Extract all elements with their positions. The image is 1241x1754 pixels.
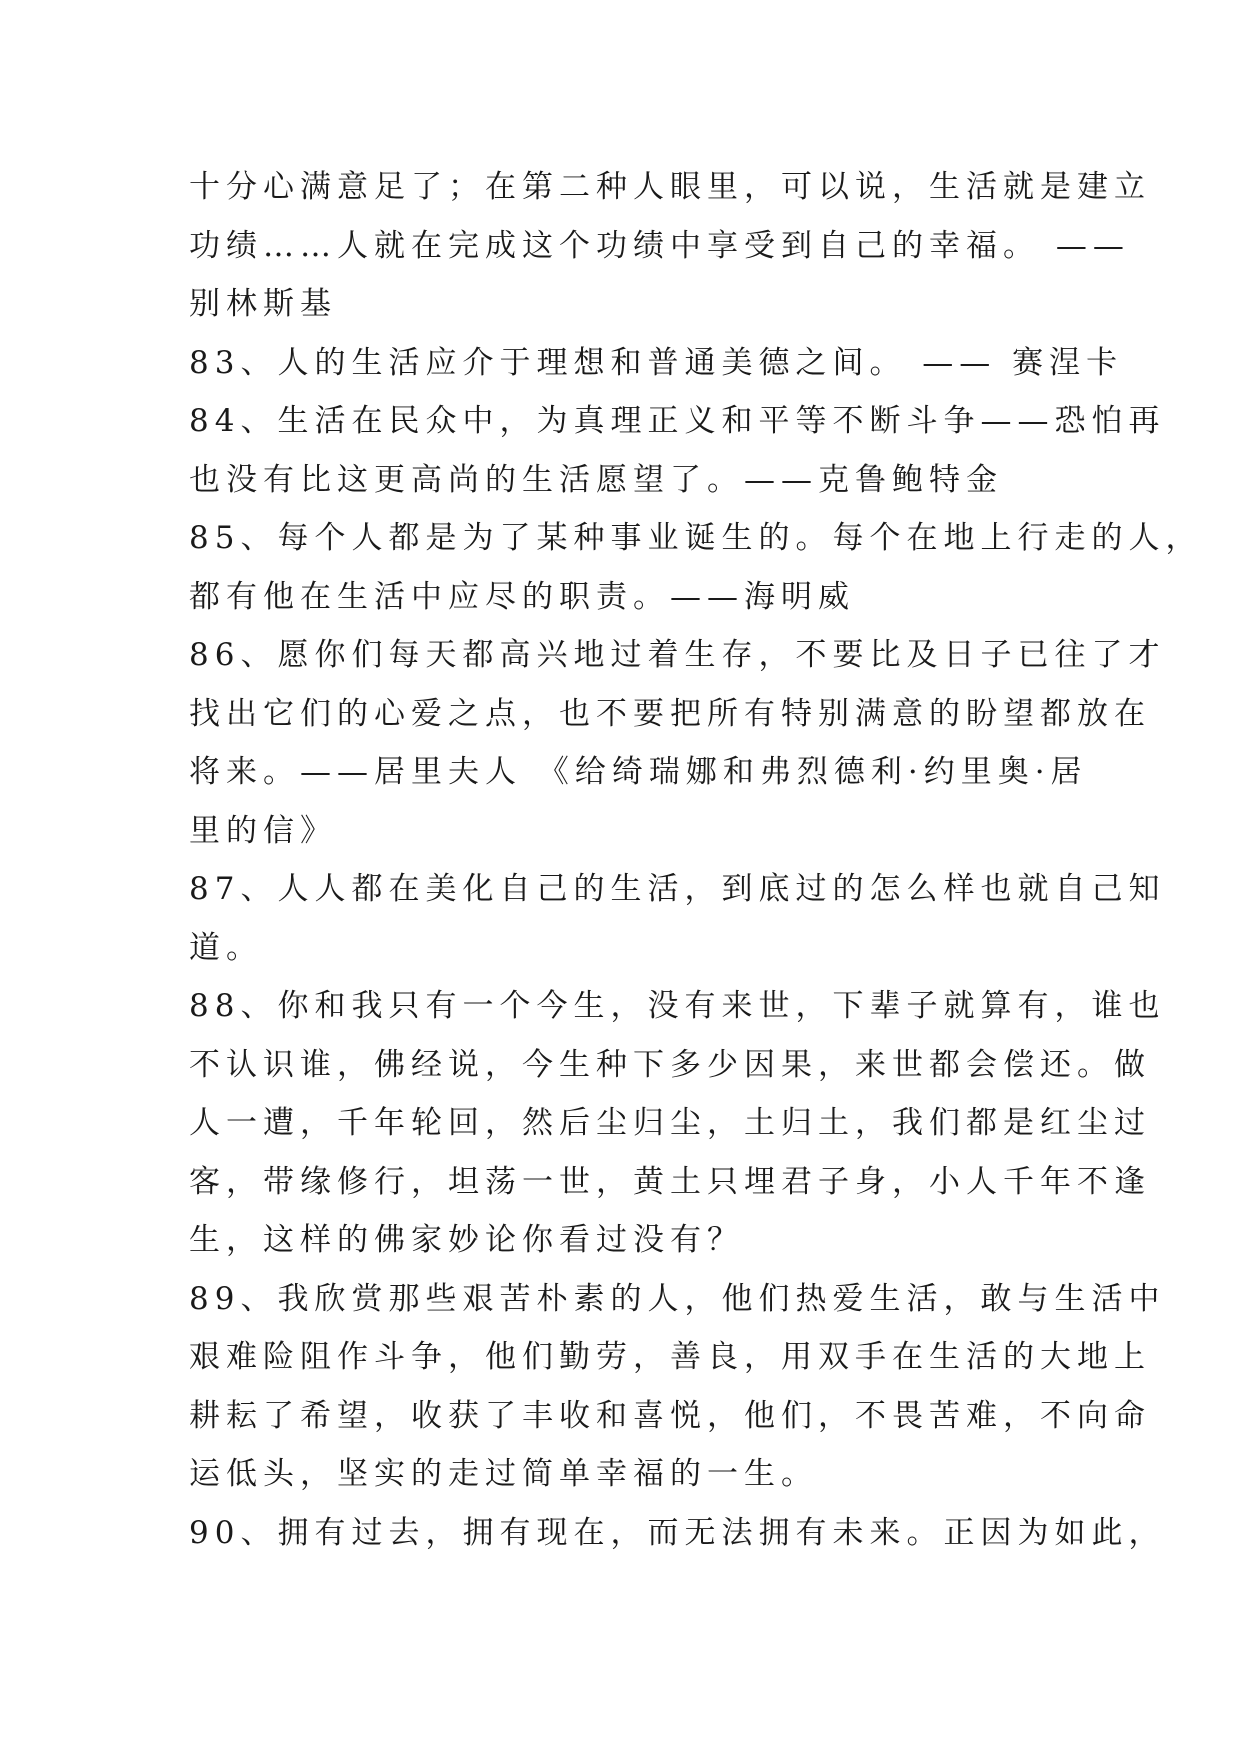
text-line: 88、你和我只有一个今生，没有来世，下辈子就算有，谁也 [189,988,1166,1024]
text-line: 90、拥有过去，拥有现在，而无法拥有未来。正因为如此， [189,1514,1166,1551]
text-line: 83、人的生活应介于理想和普通美德之间。 —— 赛涅卡 [189,344,1124,381]
text-line: 89、我欣赏那些艰苦朴素的人，他们热爱生活，敢与生活中 [189,1280,1166,1317]
text-line: 功绩……人就在完成这个功绩中享受到自己的幸福。 —— [189,227,1130,264]
text-line: 艰难险阻作斗争，他们勤劳，善良，用双手在生活的大地上 [189,1339,1151,1375]
document-body [189,158,1203,1562]
text-line: 人一遭，千年轮回，然后尘归尘，土归土，我们都是红尘过 [189,1105,1151,1141]
text-line: 不认识谁，佛经说，今生种下多少因果，来世都会偿还。做 [189,1046,1151,1083]
text-line: 84、生活在民众中，为真理正义和平等不断斗争——恐怕再 [189,403,1166,439]
text-line: 生，这样的佛家妙论你看过没有？ [189,1222,744,1258]
text-line: 都有他在生活中应尽的职责。——海明威 [189,578,855,615]
text-line: 85、每个人都是为了某种事业诞生的。每个在地上行走的人， [189,520,1203,556]
text-line: 87、人人都在美化自己的生活，到底过的怎么样也就自己知 [189,871,1166,907]
text-line: 找出它们的心爱之点，也不要把所有特别满意的盼望都放在 [189,695,1151,732]
text-line: 里的信》 [189,812,337,849]
text-line: 86、愿你们每天都高兴地过着生存，不要比及日子已往了才 [189,637,1166,673]
text-line: 运低头，坚实的走过简单幸福的一生。 [189,1456,818,1492]
text-line: 也没有比这更高尚的生活愿望了。——克鲁鲍特金 [189,461,1003,498]
text-line: 客，带缘修行，坦荡一世，黄土只埋君子身，小人千年不逢 [189,1163,1151,1200]
text-line: 道。 [189,929,263,966]
text-line: 别林斯基 [189,286,337,322]
text-line: 十分心满意足了；在第二种人眼里，可以说，生活就是建立 [189,169,1151,205]
text-line: 耕耘了希望，收获了丰收和喜悦，他们，不畏苦难，不向命 [189,1397,1151,1434]
text-line: 将来。——居里夫人 《给绮瑞娜和弗烈德利·约里奥·居 [189,754,1088,790]
